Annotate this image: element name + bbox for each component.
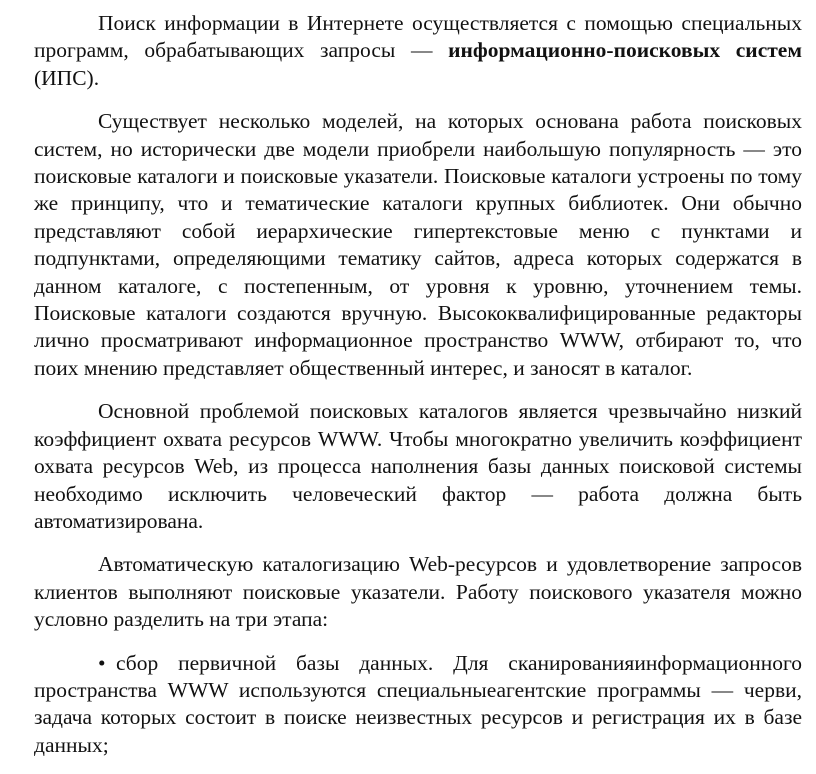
bullet-icon: • xyxy=(98,650,106,675)
ips-term: информационно-поисковых систем xyxy=(448,38,802,63)
intro-text-end: (ИПС). xyxy=(34,65,100,90)
paragraph-intro xyxy=(34,10,802,92)
paragraph-catalog-problem: Основной проблемой поисковых каталогов является чрезвычайно низкий коэффициент охвата ресурсов WWW. Чтобы многократно увеличить коэффициент охвата ресурсов Web, из процесса наполнения базы данных поисковой системы необходимо исключить человеческий фактор — работа должна быть автоматизирована. xyxy=(34,399,802,533)
paragraph-models: Существует несколько моделей, на которых основана работа поисковых систем, но исторически две модели приобрели наибольшую популярность — это поисковые каталоги и поисковые указатели. Поисковые каталоги устроены по тому же принципу, что и тематические каталоги крупных библиотек. Они обычно представляют собой иерархические гипертекстовые меню с пунктами и подпунктами, определяющими тематику сайтов, адреса которых содержатся в данном каталоге, с постепенным, от уровня к уровню, уточнением темы. Поисковые каталоги создаются вручную. Высококвалифицированные редакторы лично просматривают информационное пространство WWW, отбирают то, что поих мнению представляет общественный интерес, и заносят в каталог. xyxy=(34,109,802,380)
list-item-text: сбор первичной базы данных. Для сканированияинформационного пространства WWW используются специальныеагентские программы — черви, задача которых состоит в поиске неизвестных ресурсов и регистрация их в базе данных; xyxy=(34,650,802,757)
list-item xyxy=(34,650,802,760)
paragraph-search-indexes: Автоматическую каталогизацию Web-ресурсов и удовлетворение запросов клиентов выполняют поисковые указатели. Работу поискового указателя можно условно разделить на три этапа: xyxy=(34,552,802,632)
intro-text: Поиск информации в Интернете осуществляется с помощью специальных программ, обрабатывающих запросы — xyxy=(34,11,802,63)
